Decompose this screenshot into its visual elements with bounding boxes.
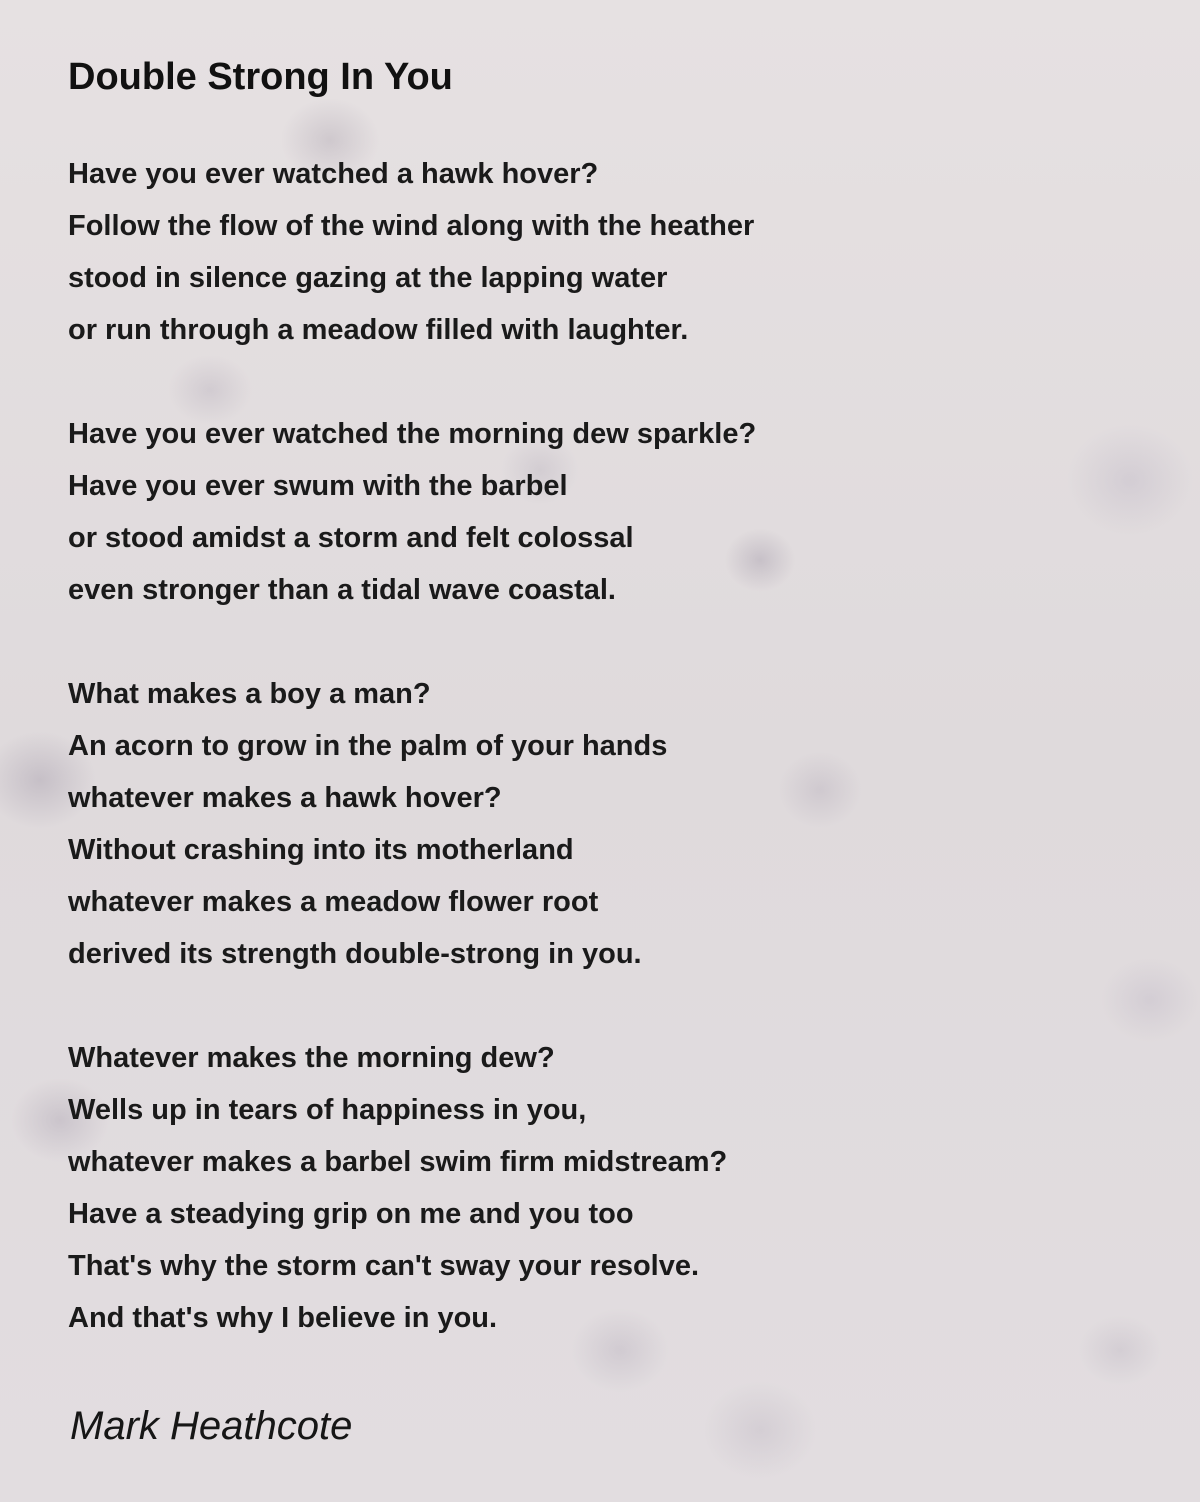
poem-line: Follow the flow of the wind along with the heather — [68, 210, 755, 242]
poem-line: whatever makes a barbel swim firm midstream? — [68, 1146, 728, 1178]
poem-line: Have you ever swum with the barbel — [68, 470, 568, 502]
poem-line: whatever makes a hawk hover? — [68, 782, 502, 814]
poem-title: Double Strong In You — [68, 56, 453, 98]
stanza-4 — [68, 1032, 1148, 1344]
poem-author: Mark Heathcote — [70, 1404, 353, 1448]
stanza-2 — [68, 408, 1148, 616]
poem-line: whatever makes a meadow flower root — [68, 886, 599, 918]
poem-line: Without crashing into its motherland — [68, 834, 574, 866]
poem-line: stood in silence gazing at the lapping water — [68, 262, 668, 294]
poem-line: And that's why I believe in you. — [68, 1302, 498, 1334]
stanza-1 — [68, 148, 1148, 356]
stanza-3 — [68, 668, 1148, 980]
poem — [68, 52, 1148, 1396]
poem-line: That's why the storm can't sway your resolve. — [68, 1250, 700, 1282]
poem-line: Have you ever watched the morning dew sparkle? — [68, 418, 757, 450]
poem-line: What makes a boy a man? — [68, 678, 431, 710]
poem-line: Have a steadying grip on me and you too — [68, 1198, 634, 1230]
poem-body — [68, 148, 1148, 1344]
poem-line: even stronger than a tidal wave coastal. — [68, 574, 616, 606]
poem-line: or run through a meadow filled with laughter. — [68, 314, 689, 346]
poem-line: An acorn to grow in the palm of your hands — [68, 730, 668, 762]
poem-line: derived its strength double-strong in you. — [68, 938, 642, 970]
poem-line: Whatever makes the morning dew? — [68, 1042, 555, 1074]
poem-line: or stood amidst a storm and felt colossal — [68, 522, 634, 554]
poem-line: Have you ever watched a hawk hover? — [68, 158, 599, 190]
poem-line: Wells up in tears of happiness in you, — [68, 1094, 587, 1126]
